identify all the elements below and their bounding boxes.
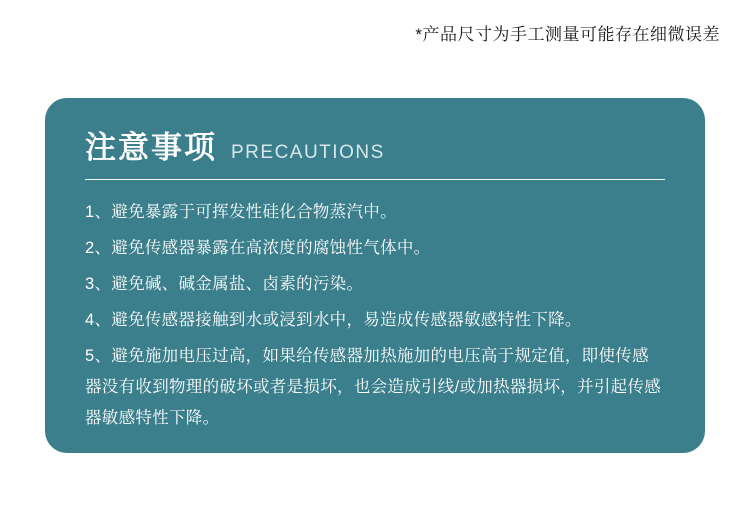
precautions-list: [85, 197, 665, 434]
list-item: 4、避免传感器接触到水或浸到水中，易造成传感器敏感特性下降。: [85, 311, 582, 329]
header-divider: [85, 179, 665, 180]
measurement-note: *产品尺寸为手工测量可能存在细微误差: [415, 25, 720, 44]
panel-title-cn: 注意事项: [85, 130, 217, 165]
panel-title-en: PRECAUTIONS: [231, 142, 385, 163]
list-item: 5、避免施加电压过高，如果给传感器加热施加的电压高于规定值，即使传感器没有收到物理的破坏或者是损坏，也会造成引线/或加热器损坏，并引起传感器敏感特性下降。: [85, 347, 662, 427]
list-item: 3、避免碱、碱金属盐、卤素的污染。: [85, 275, 364, 293]
list-item: 2、避免传感器暴露在高浓度的腐蚀性气体中。: [85, 239, 431, 257]
precautions-panel: [45, 98, 705, 453]
panel-header: [85, 132, 665, 163]
list-item: 1、避免暴露于可挥发性硅化合物蒸汽中。: [85, 203, 397, 221]
